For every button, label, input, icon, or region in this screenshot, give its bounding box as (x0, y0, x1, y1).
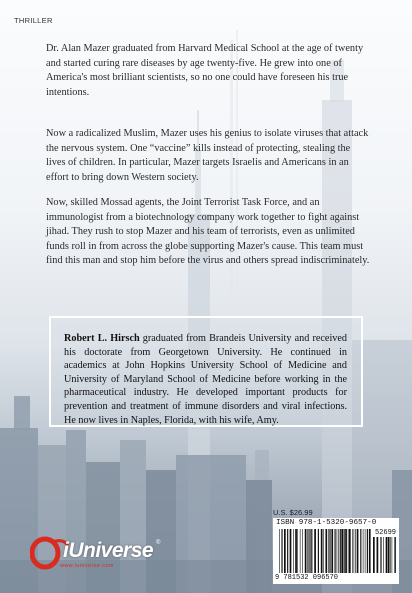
author-bio (64, 332, 347, 427)
barcode-digits: 9 781532 096570 (275, 574, 339, 582)
blurb-paragraph: Now a radicalized Muslim, Mazer uses his genius to isolate viruses that attack the nervous system. One “vaccine” kills instead of protecting, stealing the lives of children. In particular, Mazer targets Israelis and Americans in an effort to bring down Western society. (46, 128, 369, 183)
price-barcode-bars (373, 537, 396, 573)
blurb-paragraph: Now, skilled Mossad agents, the Joint Terrorist Task Force, and an immunologist from a biotechnology company work together to fight against jihad. They rush to stop Mazer and his team of terrorists, even as unlimited funds roll in from across the globe supporting Mazer's cause. This team must find this man and stop him before the virus and others spread indiscriminately. (46, 197, 370, 267)
author-name: Robert L. Hirsch (64, 333, 140, 344)
price-code: 52699 (374, 529, 396, 537)
publisher-url: www.iuniverse.com (60, 563, 114, 569)
barcode (273, 518, 399, 584)
registered-mark: ® (156, 540, 161, 546)
genre-label: THRILLER (14, 16, 53, 25)
publisher-logo (30, 534, 160, 576)
author-bio-box (49, 316, 363, 427)
price-label: U.S. $26.99 (273, 508, 313, 517)
barcode-bars (279, 529, 371, 573)
isbn-number: ISBN 978-1-5320-9657-0 (276, 519, 377, 527)
author-bio-text: graduated from Brandeis University and received his doctorate from Georgetown University. He continued in academics at John Hopkins University School of Medicine and University of Maryland School of Medicine before working in the pharmaceutical industry. He developed important products for prevention and treatment of immune disorders and viral infections. He now lives in Naples, Florida, with his wife, Amy. (64, 333, 347, 426)
blurb-paragraph: Dr. Alan Mazer graduated from Harvard Medical School at the age of twenty and started curing rare diseases by age twenty-five. He grew into one of America's most brilliant scientists, so no one could have foreseen his true intentions. (46, 43, 364, 98)
publisher-name: iUniverse (63, 539, 154, 562)
